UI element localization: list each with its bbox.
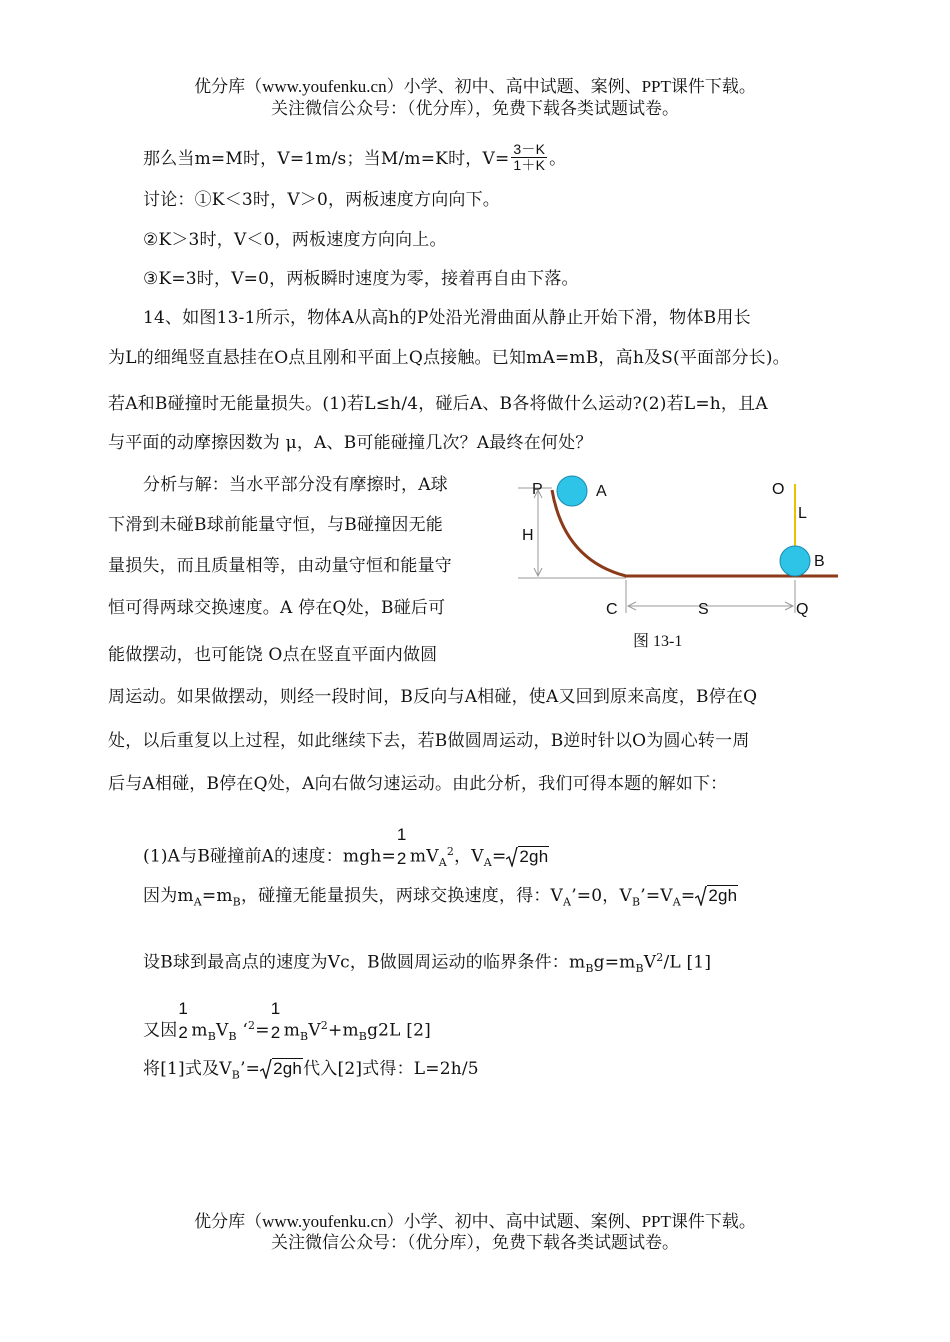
half-numerator: 1 <box>396 825 407 845</box>
text-line <box>143 142 883 173</box>
fraction <box>511 142 547 173</box>
footer-line-1: 优分库（www.youfenku.cn）小学、初中、高中试题、案例、PPT课件下载。 <box>194 1212 756 1231</box>
text-span: g=m <box>593 952 636 973</box>
text-span: /L [1] <box>663 952 712 973</box>
ball-b <box>780 546 810 576</box>
sqrt-argument: 2gh <box>708 886 738 905</box>
text-span: (1)A与B碰撞前A的速度：mgh= <box>143 846 396 867</box>
half-denominator: 2 <box>396 849 407 869</box>
text-span: g2L [2] <box>367 1020 431 1041</box>
text-span: 那么当m=M时，V=1m/s；当M/m=K时，V= <box>143 149 510 169</box>
text-line: 处，以后重复以上过程，如此继续下去，若B做圆周运动，B逆时针以O为圆心转一周 <box>108 731 750 751</box>
label-b: B <box>814 553 825 570</box>
superscript: 2 <box>320 1019 328 1032</box>
text-span: 因为m <box>143 886 194 906</box>
radical-sign-icon <box>695 886 707 906</box>
text-line: 后与A相碰，B停在Q处，A向右做匀速运动。由此分析，我们可得本题的解如下： <box>108 774 728 794</box>
text-span: ’=0，V <box>571 886 632 906</box>
text-span: V <box>643 952 657 973</box>
radical-sign-icon <box>506 847 518 867</box>
label-o: O <box>772 481 785 498</box>
figure-caption: 图 13-1 <box>633 633 683 650</box>
superscript: 2 <box>656 951 664 964</box>
text-span: 代入[2]式得：L=2h/5 <box>303 1059 479 1079</box>
sqrt-2gh <box>506 845 549 869</box>
solution-line-1 <box>143 825 883 875</box>
subscript: B <box>228 1030 237 1044</box>
subscript: A <box>563 895 572 909</box>
text-span: m <box>191 1020 208 1041</box>
text-span: m <box>283 1020 301 1041</box>
text-span: 又因 <box>143 1020 178 1041</box>
label-c: C <box>606 601 618 618</box>
subscript: B <box>631 895 641 909</box>
solution-line-3 <box>143 946 883 981</box>
subscript: B <box>585 962 594 976</box>
text-line: 为L的细绳竖直悬挂在O点且刚和平面上Q点接触。已知mA=mB，高h及S(平面部分长)。 <box>108 348 790 368</box>
radical-sign-icon <box>260 1059 272 1079</box>
label-a: A <box>596 483 607 500</box>
text-span: 。 <box>549 149 567 169</box>
text-line: ③K=3时，V=0，两板瞬时速度为零，接着再自由下落。 <box>143 269 579 289</box>
text-span: ’= <box>240 1059 261 1079</box>
half-numerator: 1 <box>178 999 189 1019</box>
text-span: =m <box>201 886 233 906</box>
text-span: = <box>680 886 696 906</box>
solution-line-2 <box>143 884 883 914</box>
header-line-1: 优分库（www.youfenku.cn）小学、初中、高中试题、案例、PPT课件下载。 <box>194 77 756 96</box>
solution-line-4 <box>143 999 883 1049</box>
text-line: 14、如图13-1所示，物体A从高h的P处沿光滑曲面从静止开始下滑，物体B用长 <box>143 308 751 328</box>
subscript: A <box>438 856 447 870</box>
label-q: Q <box>796 601 809 618</box>
subscript: B <box>232 895 241 909</box>
text-span: +m <box>328 1020 359 1041</box>
sqrt-argument: 2gh <box>519 846 549 866</box>
text-line: 与平面的动摩擦因数为 μ，A、B可能碰撞几次？A最终在何处？ <box>108 433 593 453</box>
text-line: 下滑到未碰B球前能量守恒，与B碰撞因无能 <box>108 515 443 535</box>
text-span: ，碰撞无能量损失，两球交换速度，得：V <box>240 886 564 906</box>
footer-line-2: 关注微信公众号：（优分库），免费下载各类试题试卷。 <box>271 1233 679 1252</box>
fraction-numerator: 3－K <box>513 141 546 157</box>
label-s: S <box>698 601 709 618</box>
header-line-2: 关注微信公众号：（优分库），免费下载各类试题试卷。 <box>271 99 679 118</box>
text-line: 讨论：①K＜3时，V＞0，两板速度方向向下。 <box>143 190 501 210</box>
text-span: ，V <box>454 846 484 867</box>
half-denominator: 2 <box>178 1023 189 1043</box>
subscript: B <box>635 962 644 976</box>
text-line: 分析与解：当水平部分没有摩擦时，A球 <box>143 475 448 495</box>
half-fraction <box>177 999 191 1043</box>
subscript: A <box>672 895 681 909</box>
text-span: 设B球到最高点的速度为Vc，B做圆周运动的临界条件：m <box>143 952 586 973</box>
ball-a <box>557 476 587 506</box>
label-p: P <box>532 481 543 498</box>
superscript: 2 <box>248 1019 256 1032</box>
subscript: B <box>358 1030 368 1044</box>
half-fraction <box>270 999 284 1043</box>
solution-line-5 <box>143 1057 883 1087</box>
text-line: 能做摆动，也可能饶 O点在竖直平面内做圆 <box>108 645 438 665</box>
text-line: 恒可得两球交换速度。A 停在Q处，B碰后可 <box>108 598 446 618</box>
subscript: B <box>207 1030 217 1044</box>
text-line: 量损失，而且质量相等，由动量守恒和能量守 <box>108 556 452 576</box>
text-line: 周运动。如果做摆动，则经一段时间，B反向与A相碰，使A又回到原来高度，B停在Q <box>108 687 758 707</box>
text-span: V <box>216 1020 229 1041</box>
superscript: 2 <box>446 845 455 858</box>
text-span: ’=V <box>640 886 673 906</box>
label-l: L <box>798 505 807 522</box>
sqrt-2gh <box>695 884 738 908</box>
text-line: ②K＞3时，V＜0，两板速度方向向上。 <box>143 230 447 250</box>
text-span: = <box>255 1020 270 1041</box>
subscript: B <box>231 1068 241 1082</box>
fraction-denominator: 1＋K <box>513 157 546 173</box>
text-span: ‘ <box>236 1020 249 1041</box>
text-span: mV <box>409 846 439 867</box>
text-span: = <box>491 846 507 867</box>
half-numerator: 1 <box>270 999 281 1019</box>
subscript: B <box>300 1030 309 1044</box>
label-h: H <box>522 527 534 544</box>
sqrt-argument: 2gh <box>273 1059 303 1078</box>
half-fraction <box>396 825 410 869</box>
subscript: A <box>193 895 202 909</box>
text-span: V <box>308 1020 321 1041</box>
text-line: 若A和B碰撞时无能量损失。(1)若L≤h/4，碰后A、B各将做什么运动?(2)若L=h，且A <box>108 394 768 414</box>
subscript: A <box>483 856 492 870</box>
half-denominator: 2 <box>270 1023 281 1043</box>
text-span: 将[1]式及V <box>143 1059 232 1079</box>
sqrt-2gh <box>260 1057 303 1081</box>
